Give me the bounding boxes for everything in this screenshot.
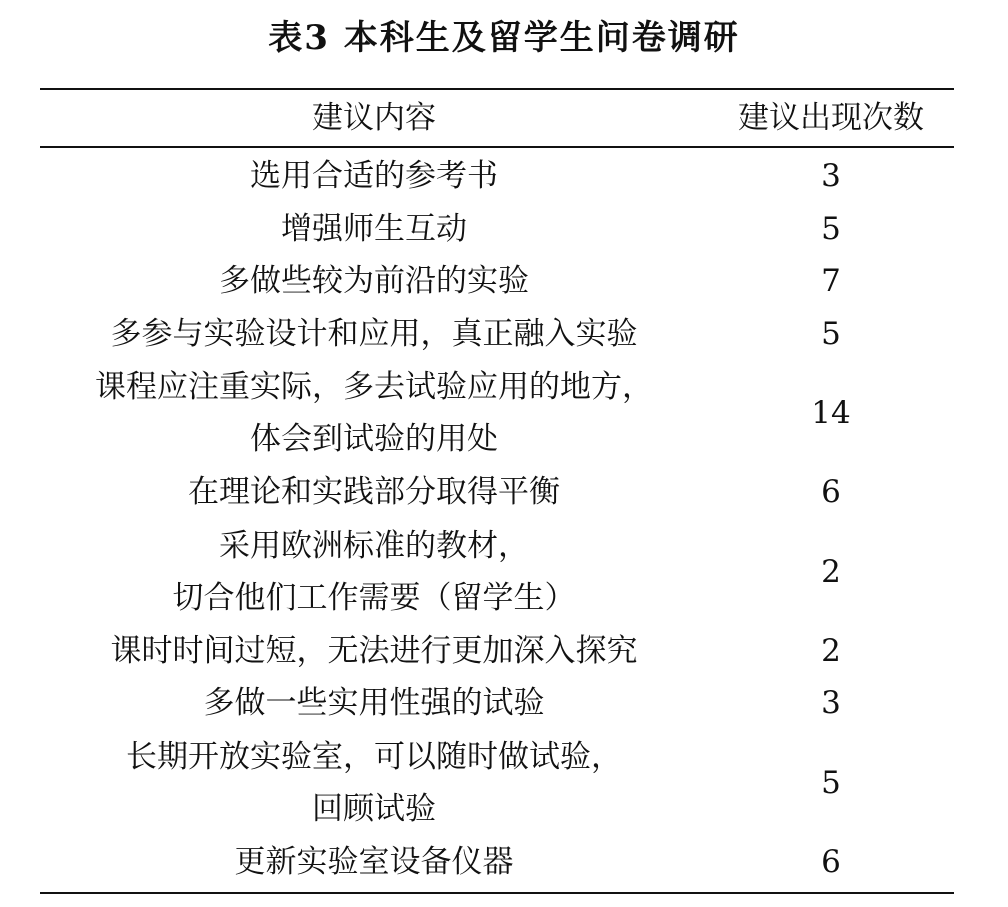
table-body	[40, 148, 954, 892]
table-row	[40, 625, 954, 678]
table-row	[40, 150, 954, 203]
table-row	[40, 519, 954, 625]
header-count: 建议出现次数	[738, 100, 924, 136]
suggestion-cell	[40, 150, 708, 202]
suggestion-line: 多做些较为前沿的实验	[219, 263, 529, 300]
count-cell: 14	[811, 395, 851, 431]
suggestion-cell	[40, 466, 708, 518]
suggestion-line: 多参与实验设计和应用，真正融入实验	[110, 315, 638, 352]
suggestion-line: 回顾试验	[312, 790, 436, 827]
table-title: 表3 本科生及留学生问卷调研	[268, 18, 740, 58]
table-row	[40, 203, 954, 256]
count-cell: 3	[821, 685, 841, 722]
table-row	[40, 730, 954, 836]
count-cell: 6	[821, 474, 841, 511]
suggestion-line: 课程应注重实际，多去试验应用的地方，	[95, 369, 653, 405]
count-cell: 2	[821, 632, 841, 669]
suggestion-cell	[40, 361, 708, 465]
table-header-row	[40, 90, 954, 148]
suggestion-line: 在理论和实践部分取得平衡	[188, 474, 560, 511]
suggestion-line: 体会到试验的用处	[250, 421, 498, 457]
table-row	[40, 677, 954, 730]
suggestion-line: 更新实验室设备仪器	[234, 843, 514, 880]
suggestion-line: 课时时间过短，无法进行更加深入探究	[110, 632, 638, 669]
table-row	[40, 466, 954, 519]
table-row	[40, 360, 954, 466]
count-cell: 2	[821, 553, 841, 590]
suggestion-line: 采用欧洲标准的教材，	[219, 527, 529, 564]
count-cell: 3	[821, 158, 841, 195]
survey-table	[40, 88, 954, 894]
suggestion-cell	[40, 520, 708, 624]
suggestion-cell	[40, 836, 708, 888]
count-cell: 6	[821, 843, 841, 880]
count-cell: 5	[821, 764, 841, 801]
suggestion-line: 切合他们工作需要（留学生）	[172, 579, 576, 616]
suggestion-cell	[40, 255, 708, 307]
suggestion-line: 多做一些实用性强的试验	[203, 685, 545, 722]
suggestion-line: 增强师生互动	[281, 210, 467, 247]
table-row	[40, 255, 954, 308]
suggestion-line: 选用合适的参考书	[250, 158, 498, 195]
count-cell: 7	[821, 263, 841, 300]
suggestion-cell	[40, 203, 708, 255]
suggestion-cell	[40, 677, 708, 729]
count-cell: 5	[821, 210, 841, 247]
header-suggestion: 建议内容	[312, 100, 436, 136]
suggestion-cell	[40, 308, 708, 360]
suggestion-cell	[40, 731, 708, 835]
count-cell: 5	[821, 315, 841, 352]
table-row	[40, 836, 954, 889]
suggestion-line: 长期开放实验室，可以随时做试验，	[126, 738, 622, 775]
suggestion-cell	[40, 625, 708, 677]
table-row	[40, 308, 954, 361]
